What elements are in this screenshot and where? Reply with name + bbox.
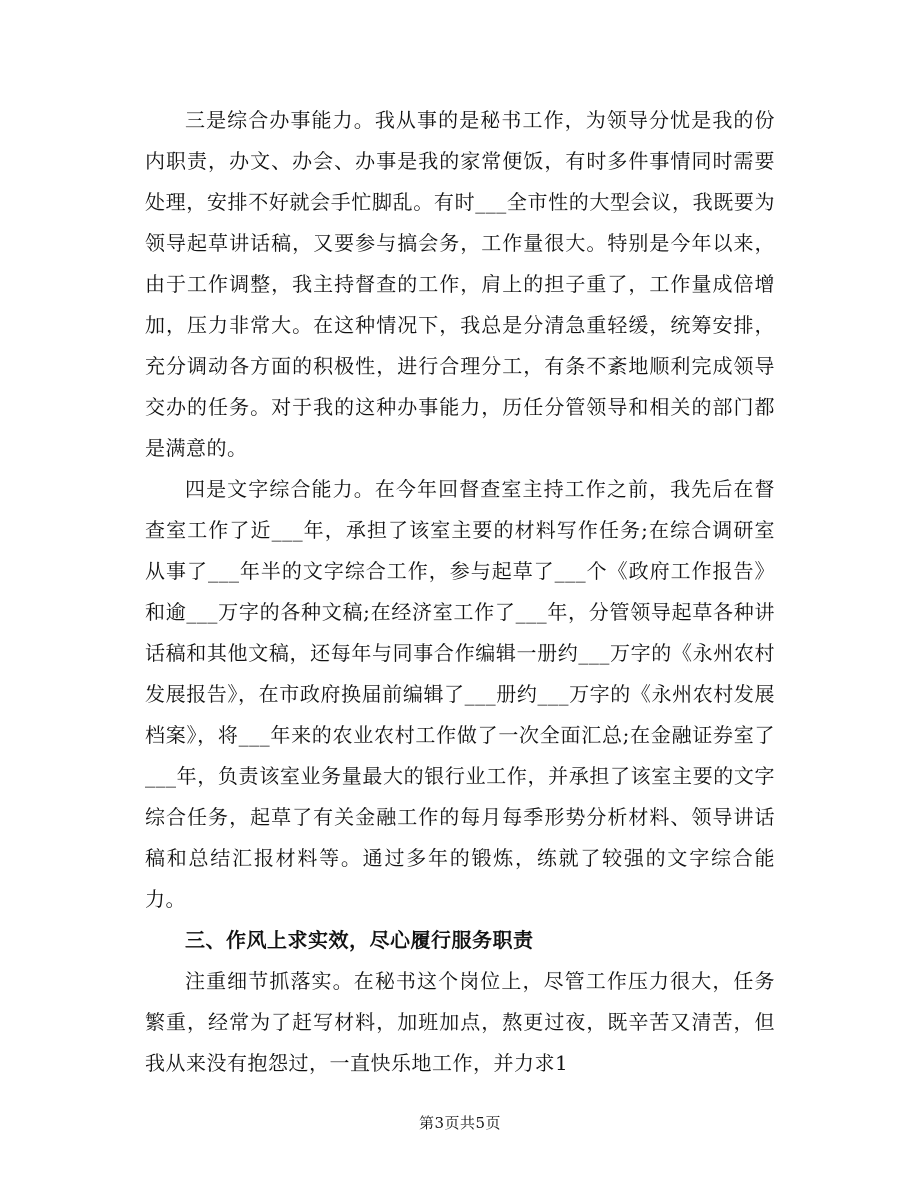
section-heading: 三、作风上求实效，尽心履行服务职责 bbox=[185, 928, 534, 952]
paragraph-details: 注重细节抓落实。在秘书这个岗位上，尽管工作压力很大，任务繁重，经常为了赶写材料，加班加点，熬更过夜，既辛苦又清苦，但我从来没有抱怨过，一直快乐地工作，并力求1 bbox=[145, 969, 775, 1075]
paragraph-writing-ability: 四是文字综合能力。在今年回督查室主持工作之前，我先后在督查室工作了近___年，承担了该室主要的材料写作任务;在综合调研室从事了___年半的文字综合工作，参与起草了___个《政府工作报告》和逾___万字的各种文稿;在经济室工作了___年，分管领导起草各种讲话稿和其他文稿，还每年与同事合作编辑一册约___万字的《永州农村发展报告》，在市政府换届前编辑了___册约___万字的《永州农村发展档案》，将___年来的农业农村工作做了一次全面汇总;在金融证券室了___年，负责该室业务量最大的银行业工作，并承担了该室主要的文字综合任务，起草了有关金融工作的每月每季形势分析材料、领导讲话稿和总结汇报材料等。通过多年的锻炼，练就了较强的文字综合能力。 bbox=[145, 477, 775, 911]
document-body bbox=[145, 100, 775, 1084]
paragraph-office-ability: 三是综合办事能力。我从事的是秘书工作，为领导分忧是我的份内职责，办文、办会、办事是我的家常便饭，有时多件事情同时需要处理，安排不好就会手忙脚乱。有时___全市性的大型会议，我既要为领导起草讲话稿，又要参与搞会务，工作量很大。特别是今年以来，由于工作调整，我主持督查的工作，肩上的担子重了，工作量成倍增加，压力非常大。在这种情况下，我总是分清急重轻缓，统筹安排，充分调动各方面的积极性，进行合理分工，有条不紊地顺利完成领导交办的任务。对于我的这种办事能力，历任分管领导和相关的部门都是满意的。 bbox=[145, 108, 775, 460]
page-number-footer: 第3页共5页 bbox=[418, 1114, 502, 1132]
